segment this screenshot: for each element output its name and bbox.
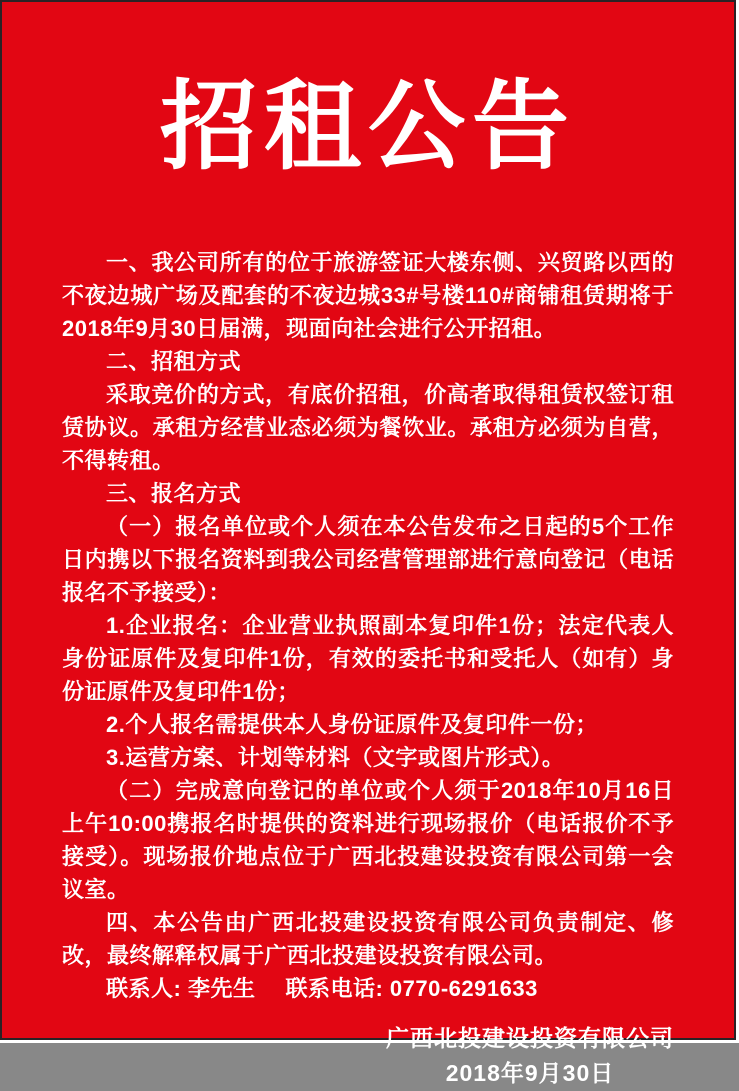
notice-paragraph-plan-materials: 3.运营方案、计划等材料（文字或图片形式）。 (106, 744, 565, 770)
contact-person: 联系人: 李先生 (106, 975, 256, 1001)
poster-title: 招租公告 (160, 74, 576, 181)
signature-inner (386, 1021, 674, 1091)
notice-paragraph-bidding: （二）完成意向登记的单位或个人须于2018年10月16日上午10:00携报名时提供的资料进行现场报价（电话报价不予接受）。现场报价地点位于广西北投建设投资有限公司第一会议室。 (62, 777, 674, 902)
contact-line (62, 972, 674, 1005)
signature-company: 广西北投建设投资有限公司 (386, 1024, 674, 1051)
notice-paragraph-registration-intro: （一）报名单位或个人须在本公告发布之日起的5个工作日内携以下报名资料到我公司经营管理部进行意向登记（电话报名不予接受）： (62, 513, 674, 605)
signature-block (2, 1021, 674, 1091)
notice-paragraph-personal-materials: 2.个人报名需提供本人身份证原件及复印件一份； (106, 711, 598, 737)
notice-paragraph-location: 一、我公司所有的位于旅游签证大楼东侧、兴贸路以西的不夜边城广场及配套的不夜边城33#号楼110#商铺租赁期将于2018年9月30日届满，现面向社会进行公开招租。 (62, 249, 674, 341)
signature-date: 2018年9月30日 (445, 1059, 615, 1086)
notice-paragraph-interpretation: 四、本公告由广西北投建设投资有限公司负责制定、修改，最终解释权属于广西北投建设投资有限公司。 (62, 909, 674, 968)
notice-paragraph-company-materials: 1.企业报名：企业营业执照副本复印件1份；法定代表人身份证原件及复印件1份，有效的委托书和受托人（如有）身份证原件及复印件1份； (62, 612, 674, 704)
notice-paragraph-method: 采取竞价的方式，有底价招租，价高者取得租赁权签订租赁协议。承租方经营业态必须为餐饮业。承租方必须为自营，不得转租。 (62, 381, 674, 473)
contact-phone: 联系电话: 0770-6291633 (285, 975, 538, 1001)
notice-body (62, 246, 674, 1005)
notice-heading-method: 二、招租方式 (106, 348, 242, 374)
notice-heading-registration: 三、报名方式 (106, 480, 242, 506)
